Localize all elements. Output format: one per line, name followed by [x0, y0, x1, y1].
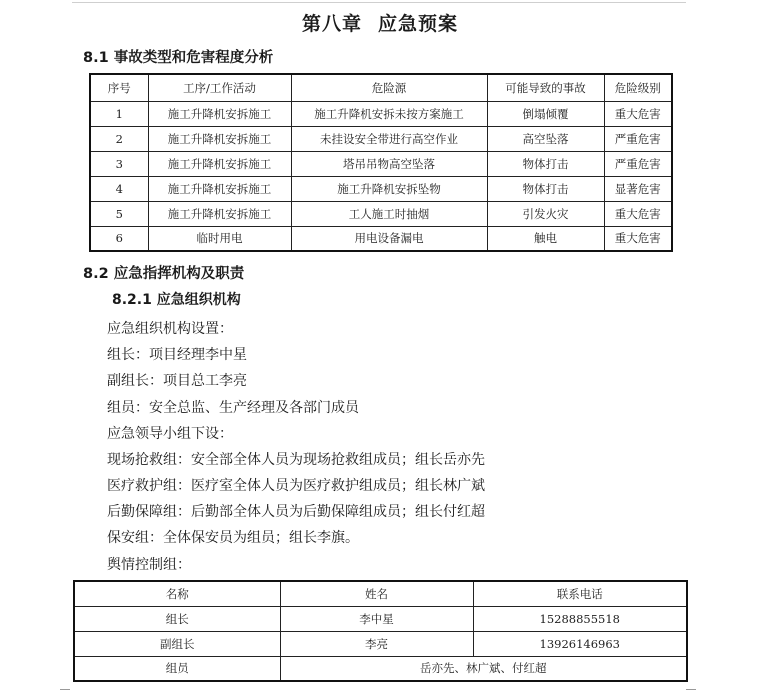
table-cell: 施工升降机安拆施工 — [148, 101, 291, 126]
table-cell: 施工升降机安拆施工 — [148, 176, 291, 201]
section-heading-8-2: 8.2 应急指挥机构及职责 — [83, 266, 245, 282]
table-cell: 施工升降机安拆未按方案施工 — [291, 101, 487, 126]
table-cell: 显著危害 — [604, 176, 672, 201]
table-cell: 组员 — [74, 656, 280, 681]
table-row — [90, 151, 672, 176]
header-cell: 姓名 — [280, 581, 473, 606]
table-cell: 施工升降机安拆施工 — [148, 126, 291, 151]
paragraph-line: 组员：安全总监、生产经理及各部门成员 — [107, 400, 359, 416]
paragraph-line: 应急组织机构设置： — [107, 321, 233, 337]
table-row — [74, 631, 687, 656]
paragraph-line: 舆情控制组： — [107, 557, 191, 573]
paragraph-line: 副组长：项目总工李亮 — [107, 373, 247, 389]
table-cell: 重大危害 — [604, 226, 672, 251]
table-row — [74, 656, 687, 681]
table-cell: 重大危害 — [604, 201, 672, 226]
table-cell: 严重危害 — [604, 151, 672, 176]
header-cell: 名称 — [74, 581, 280, 606]
paragraph-line: 组长：项目经理李中星 — [107, 347, 247, 363]
paragraph-line: 应急领导小组下设： — [107, 426, 233, 442]
header-cell: 联系电话 — [473, 581, 687, 606]
table-cell: 物体打击 — [487, 176, 604, 201]
table-cell: 15288855518 — [473, 606, 687, 631]
table-cell: 工人施工时抽烟 — [291, 201, 487, 226]
page-top-border — [72, 2, 686, 3]
table-header-row — [90, 74, 672, 101]
table-cell: 倒塌倾覆 — [487, 101, 604, 126]
table-cell: 13926146963 — [473, 631, 687, 656]
table-cell: 塔吊吊物高空坠落 — [291, 151, 487, 176]
chapter-name: 应急预案 — [378, 13, 459, 35]
contact-table — [73, 580, 688, 682]
table-row — [74, 606, 687, 631]
page-corner-mark — [686, 689, 696, 690]
table-row — [90, 176, 672, 201]
hazard-analysis-table — [89, 73, 673, 252]
page-corner-mark — [60, 689, 70, 690]
paragraph-line: 后勤保障组：后勤部全体人员为后勤保障组成员；组长付红超 — [107, 504, 485, 520]
table-row — [90, 226, 672, 251]
header-cell: 可能导致的事故 — [487, 74, 604, 101]
table-cell: 施工升降机安拆施工 — [148, 151, 291, 176]
header-cell: 工序/工作活动 — [148, 74, 291, 101]
chapter-number: 第八章 — [301, 13, 362, 35]
table-cell: 重大危害 — [604, 101, 672, 126]
table-cell: 5 — [90, 201, 148, 226]
header-cell: 危险源 — [291, 74, 487, 101]
table-row — [90, 201, 672, 226]
table-cell: 施工升降机安拆施工 — [148, 201, 291, 226]
table-cell: 用电设备漏电 — [291, 226, 487, 251]
table-cell: 2 — [90, 126, 148, 151]
table-cell: 3 — [90, 151, 148, 176]
chapter-title — [0, 9, 760, 36]
table-cell: 物体打击 — [487, 151, 604, 176]
paragraph-line: 保安组：全体保安员为组员；组长李旗。 — [107, 530, 359, 546]
section-heading-8-1: 8.1 事故类型和危害程度分析 — [83, 50, 274, 66]
header-cell: 序号 — [90, 74, 148, 101]
table-row — [90, 126, 672, 151]
header-cell: 危险级别 — [604, 74, 672, 101]
table-cell: 岳亦先、林广斌、付红超 — [280, 656, 687, 681]
table-cell: 高空坠落 — [487, 126, 604, 151]
table-cell: 严重危害 — [604, 126, 672, 151]
table-row — [90, 101, 672, 126]
subsection-heading-8-2-1: 8.2.1 应急组织机构 — [112, 292, 241, 308]
table-cell: 引发火灾 — [487, 201, 604, 226]
table-header-row — [74, 581, 687, 606]
table-cell: 1 — [90, 101, 148, 126]
table-cell: 临时用电 — [148, 226, 291, 251]
paragraph-line: 医疗救护组：医疗室全体人员为医疗救护组成员；组长林广斌 — [107, 478, 485, 494]
table-cell: 李亮 — [280, 631, 473, 656]
table-cell: 施工升降机安拆坠物 — [291, 176, 487, 201]
table-cell: 未挂设安全带进行高空作业 — [291, 126, 487, 151]
table-cell: 4 — [90, 176, 148, 201]
table-cell: 李中星 — [280, 606, 473, 631]
table-cell: 触电 — [487, 226, 604, 251]
paragraph-line: 现场抢救组：安全部全体人员为现场抢救组成员；组长岳亦先 — [107, 452, 485, 468]
table-cell: 组长 — [74, 606, 280, 631]
table-cell: 副组长 — [74, 631, 280, 656]
table-cell: 6 — [90, 226, 148, 251]
